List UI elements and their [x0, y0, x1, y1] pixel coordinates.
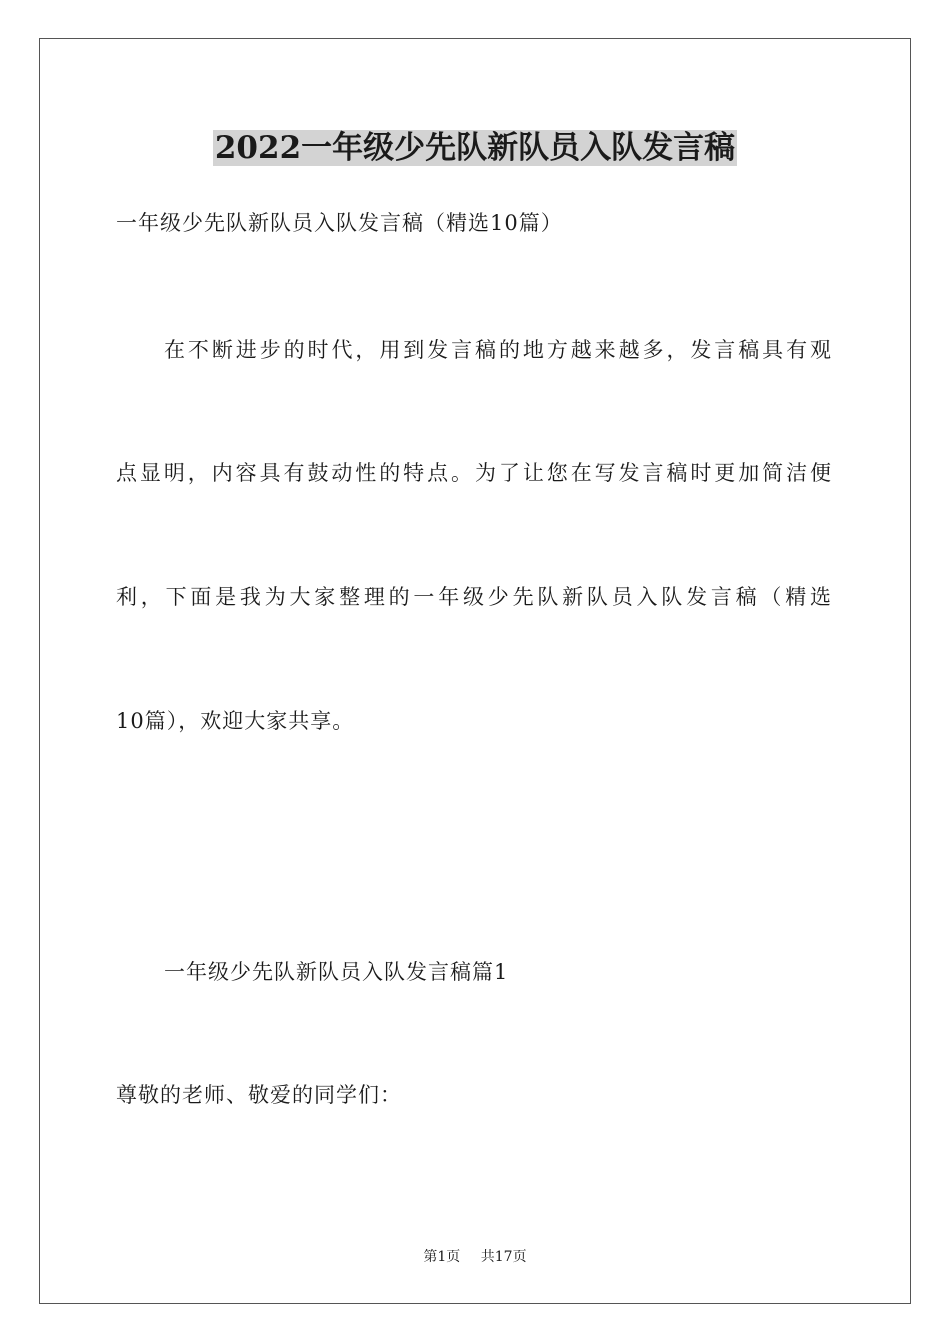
document-title-text: 2022一年级少先队新队员入队发言稿 — [214, 130, 736, 166]
page-number: 第1页 — [423, 1249, 461, 1265]
greeting-line: 尊敬的老师、敬爱的同学们： — [116, 1083, 402, 1107]
intro-paragraph-line: 10篇），欢迎大家共享。 — [116, 709, 355, 733]
document-title — [0, 126, 950, 170]
intro-paragraph-line: 利，下面是我为大家整理的一年级少先队新队员入队发言稿（精选 — [116, 585, 832, 609]
intro-paragraph-line: 点显明，内容具有鼓动性的特点。为了让您在写发言稿时更加简洁便 — [116, 461, 832, 485]
page-footer — [0, 1247, 950, 1267]
document-subtitle: 一年级少先队新队员入队发言稿（精选10篇） — [116, 211, 563, 235]
page-total: 共17页 — [480, 1249, 527, 1265]
intro-paragraph-line: 在不断进步的时代，用到发言稿的地方越来越多，发言稿具有观 — [164, 338, 832, 362]
section-heading: 一年级少先队新队员入队发言稿篇1 — [164, 960, 509, 984]
